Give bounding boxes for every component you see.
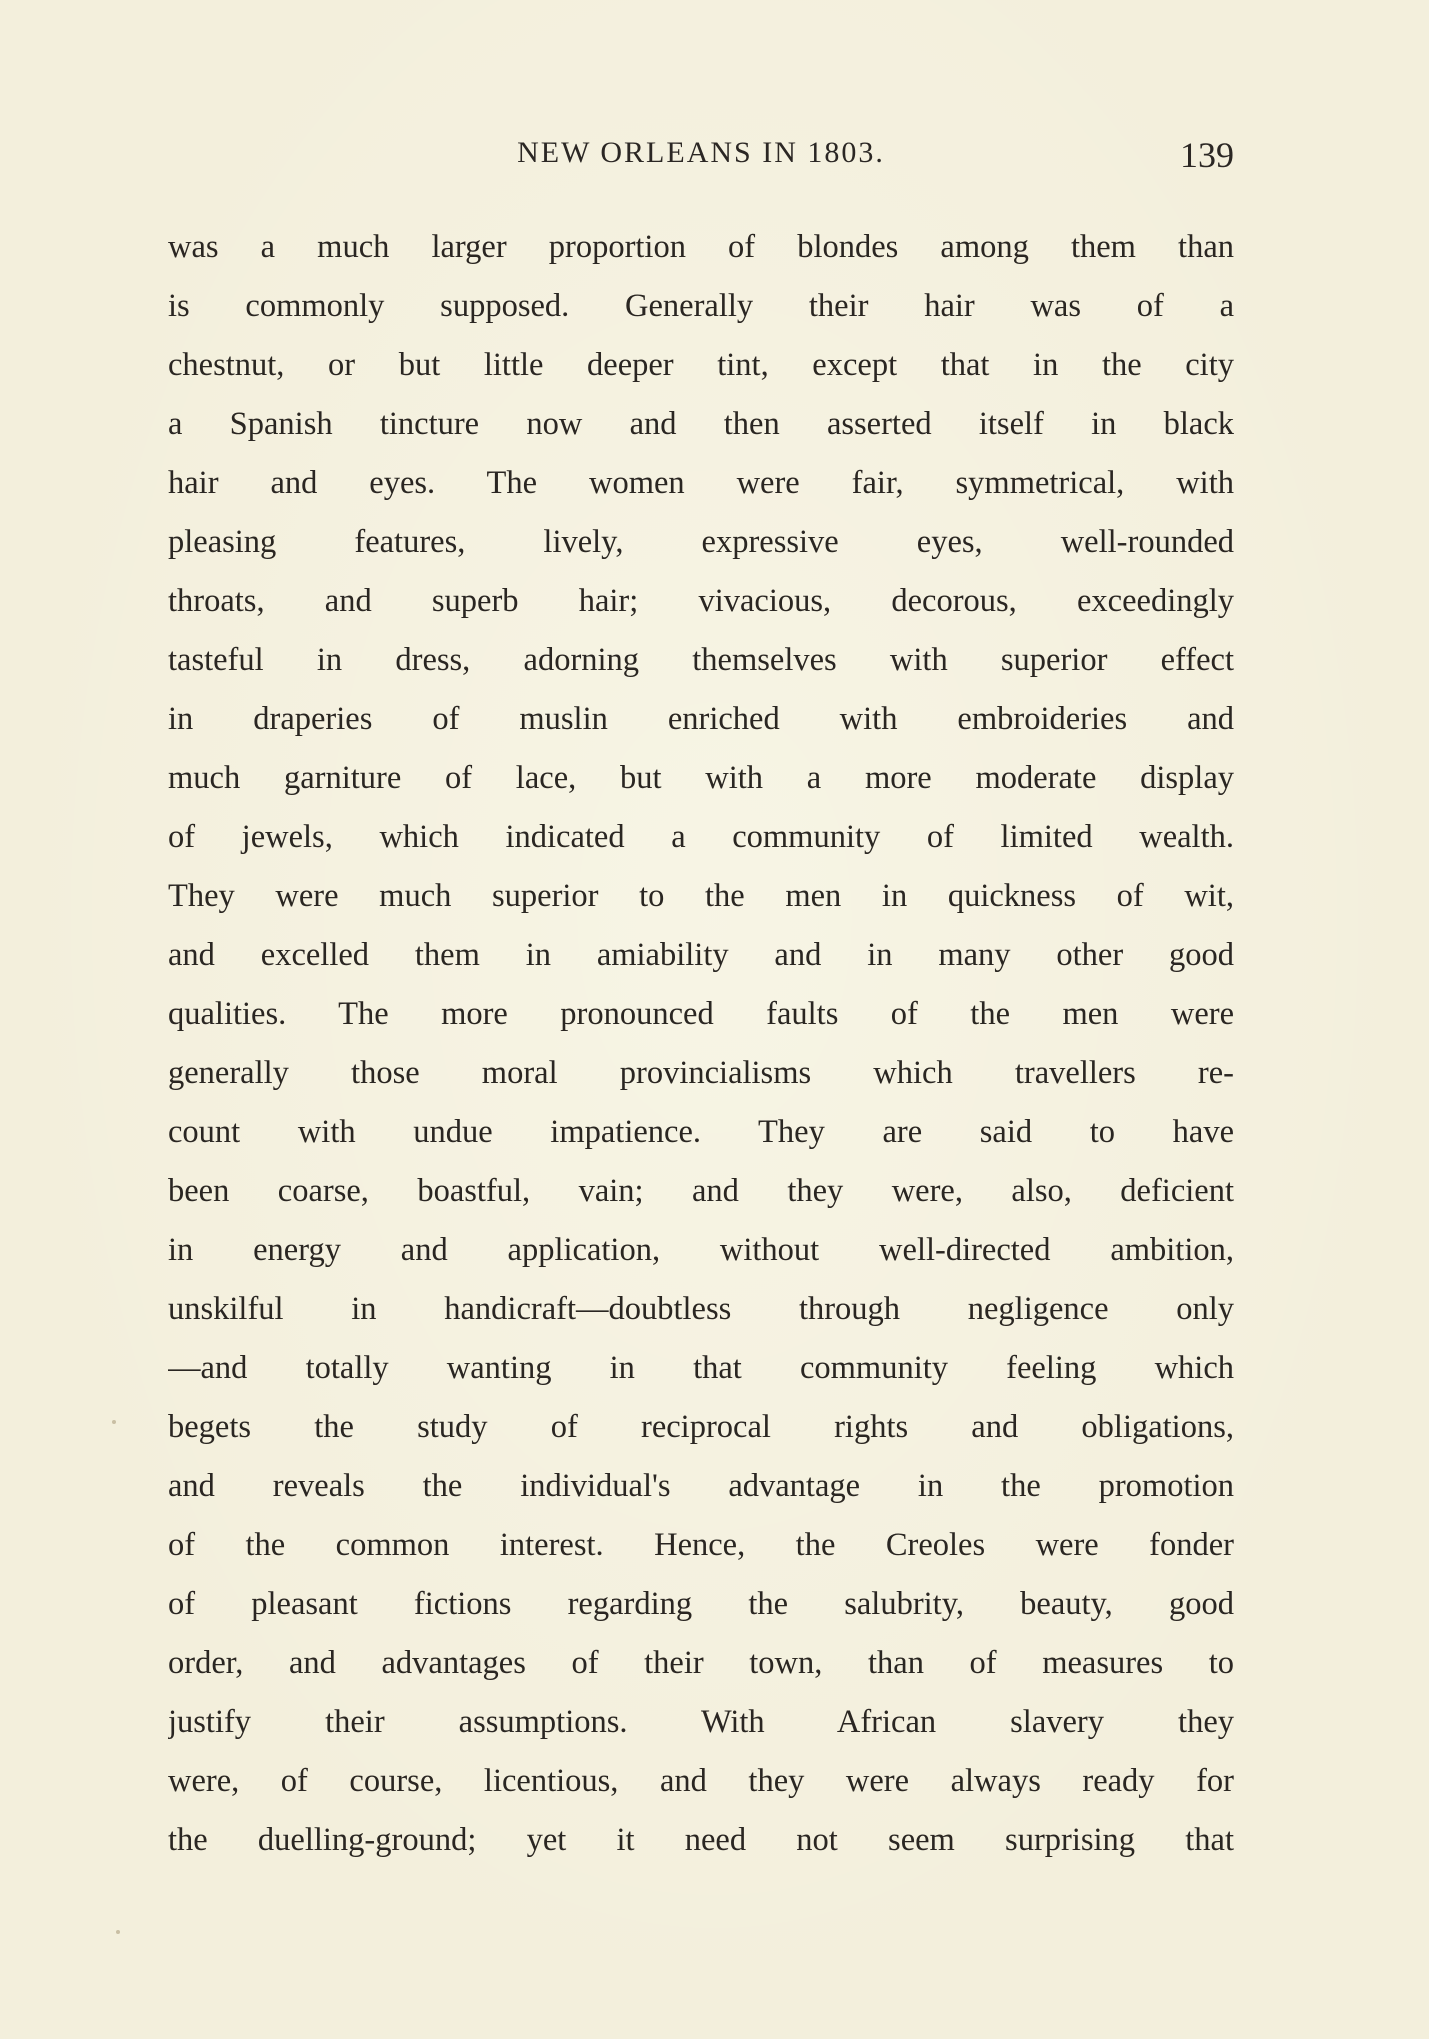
text-line: unskilful in handicraft—doubtless through negligence only (168, 1291, 1234, 1327)
running-head (168, 132, 1234, 182)
text-line: is commonly supposed. Generally their hair was of a (168, 288, 1234, 324)
text-line: justify their assumptions. With African slavery they (168, 1704, 1234, 1740)
text-line: of the common interest. Hence, the Creoles were fonder (168, 1527, 1234, 1563)
text-line: count with undue impatience. They are said to have (168, 1114, 1234, 1150)
running-title: NEW ORLEANS IN 1803. (517, 136, 885, 169)
text-line: chestnut, or but little deeper tint, except that in the city (168, 347, 1234, 383)
text-line: throats, and superb hair; vivacious, decorous, exceedingly (168, 583, 1234, 619)
text-line: pleasing features, lively, expressive eyes, well-rounded (168, 524, 1234, 560)
text-line: generally those moral provincialisms which travellers re- (168, 1055, 1234, 1091)
page-number: 139 (1180, 135, 1234, 175)
text-line: of pleasant fictions regarding the salubrity, beauty, good (168, 1586, 1234, 1622)
text-line: —and totally wanting in that community feeling which (168, 1350, 1234, 1386)
text-line: of jewels, which indicated a community of limited wealth. (168, 819, 1234, 855)
paper-speck (116, 1930, 120, 1934)
text-line: order, and advantages of their town, than of measures to (168, 1645, 1234, 1681)
text-line: been coarse, boastful, vain; and they were, also, deficient (168, 1173, 1234, 1209)
paper-speck (112, 1420, 116, 1424)
body-text (168, 218, 1234, 1870)
text-line: tasteful in dress, adorning themselves with superior effect (168, 642, 1234, 678)
text-line: in draperies of muslin enriched with embroideries and (168, 701, 1234, 737)
text-line: the duelling-ground; yet it need not seem surprising that (168, 1822, 1234, 1858)
text-line: a Spanish tincture now and then asserted itself in black (168, 406, 1234, 442)
text-line: begets the study of reciprocal rights and obligations, (168, 1409, 1234, 1445)
text-line: was a much larger proportion of blondes among them than (168, 229, 1234, 265)
text-line: They were much superior to the men in quickness of wit, (168, 878, 1234, 914)
text-line: and excelled them in amiability and in many other good (168, 937, 1234, 973)
text-line: and reveals the individual's advantage in the promotion (168, 1468, 1234, 1504)
text-line: hair and eyes. The women were fair, symmetrical, with (168, 465, 1234, 501)
text-line: were, of course, licentious, and they were always ready for (168, 1763, 1234, 1799)
text-line: in energy and application, without well-directed ambition, (168, 1232, 1234, 1268)
text-line: qualities. The more pronounced faults of the men were (168, 996, 1234, 1032)
text-line: much garniture of lace, but with a more moderate display (168, 760, 1234, 796)
